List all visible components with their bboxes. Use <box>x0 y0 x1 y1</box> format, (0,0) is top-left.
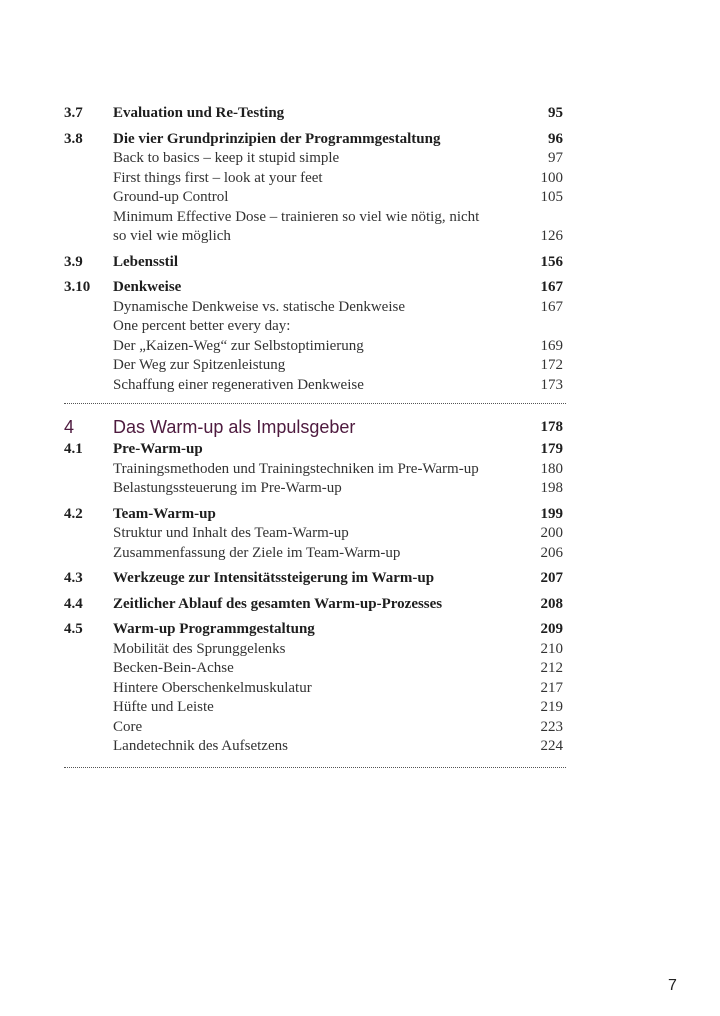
toc-subsection-entry[interactable] <box>64 479 566 499</box>
toc-subsection-entry[interactable] <box>64 460 566 480</box>
toc-section-entry[interactable] <box>64 440 566 460</box>
subsection-title: Der Weg zur Spitzenleistung <box>113 357 286 373</box>
subsection-title: Struktur und Inhalt des Team-Warm-up <box>113 525 349 541</box>
toc-subsection-entry[interactable] <box>64 317 566 337</box>
toc-subsection-entry[interactable] <box>64 698 566 718</box>
subsection-page: 212 <box>540 660 563 676</box>
section-title: Denkweise <box>113 279 182 295</box>
toc-group-chapter-4 <box>64 440 566 757</box>
toc-subsection-entry[interactable] <box>64 208 566 228</box>
subsection-page: 200 <box>540 525 563 541</box>
section-title: Die vier Grundprinzipien der Programmgestaltung <box>113 130 441 147</box>
subsection-title: Hüfte und Leiste <box>113 699 214 715</box>
section-page: 96 <box>548 130 563 147</box>
subsection-page: 217 <box>540 679 563 696</box>
subsection-title: Dynamische Denkweise vs. statische Denkweise <box>113 298 406 315</box>
page-number: 7 <box>668 977 677 994</box>
table-of-contents <box>64 104 566 768</box>
subsection-title: Back to basics – keep it stupid simple <box>113 150 340 166</box>
toc-group-chapter-3 <box>64 104 566 395</box>
section-number: 3.7 <box>64 105 83 121</box>
toc-subsection-entry[interactable] <box>64 337 566 357</box>
chapter-number: 4 <box>64 417 75 437</box>
toc-subsection-entry[interactable] <box>64 227 566 247</box>
toc-section-entry[interactable] <box>64 505 566 525</box>
subsection-title: First things first – look at your feet <box>113 169 323 186</box>
toc-subsection-entry[interactable] <box>64 524 566 544</box>
section-page: 208 <box>540 595 563 612</box>
section-number: 4.1 <box>64 441 83 457</box>
section-page: 167 <box>540 279 563 295</box>
subsection-title: Minimum Effective Dose – trainieren so viel wie nötig, nicht <box>113 208 480 225</box>
subsection-page: 206 <box>540 544 563 561</box>
subsection-title: Zusammenfassung der Ziele im Team-Warm-up <box>113 544 401 561</box>
section-title: Team-Warm-up <box>113 505 216 522</box>
subsection-title: Belastungssteuerung im Pre-Warm-up <box>113 480 342 496</box>
subsection-title: Hintere Oberschenkelmuskulatur <box>113 679 312 696</box>
subsection-title: Schaffung einer regenerativen Denkweise <box>113 376 364 393</box>
subsection-title: One percent better every day: <box>113 318 291 334</box>
toc-subsection-entry[interactable] <box>64 298 566 318</box>
toc-subsection-entry[interactable] <box>64 188 566 208</box>
subsection-page: 100 <box>540 169 563 186</box>
subsection-page: 223 <box>540 718 563 735</box>
subsection-title: Trainingsmethoden und Trainingstechniken im Pre-Warm-up <box>113 460 479 477</box>
subsection-page: 105 <box>540 189 563 205</box>
section-page: 95 <box>548 105 563 121</box>
section-page: 209 <box>540 621 563 637</box>
toc-subsection-entry[interactable] <box>64 376 566 396</box>
subsection-page: 180 <box>540 460 563 477</box>
subsection-page: 97 <box>548 150 563 166</box>
section-title: Werkzeuge zur Intensitätssteigerung im Warm-up <box>113 570 435 586</box>
section-title: Zeitlicher Ablauf des gesamten Warm-up-Prozesses <box>113 595 443 612</box>
subsection-title: Mobilität des Sprunggelenks <box>113 640 286 657</box>
toc-section-entry[interactable] <box>64 595 566 615</box>
toc-section-entry[interactable] <box>64 104 566 124</box>
subsection-title: Core <box>113 718 143 735</box>
subsection-page: 126 <box>540 228 563 244</box>
section-number: 3.9 <box>64 253 83 270</box>
subsection-title: Landetechnik des Aufsetzens <box>113 738 288 754</box>
chapter-title: Das Warm-up als Impulsgeber <box>113 417 356 437</box>
subsection-page: 210 <box>540 640 563 657</box>
toc-section-entry[interactable] <box>64 620 566 640</box>
toc-subsection-entry[interactable] <box>64 659 566 679</box>
section-title: Lebensstil <box>113 253 179 270</box>
subsection-title: Ground-up Control <box>113 189 229 205</box>
section-number: 4.4 <box>64 595 83 612</box>
section-page: 179 <box>540 441 563 457</box>
section-number: 4.2 <box>64 505 83 522</box>
toc-subsection-entry[interactable] <box>64 149 566 169</box>
section-title: Warm-up Programmgestaltung <box>113 621 315 637</box>
toc-subsection-entry[interactable] <box>64 737 566 757</box>
toc-section-entry[interactable] <box>64 130 566 150</box>
toc-subsection-entry[interactable] <box>64 356 566 376</box>
section-number: 3.8 <box>64 130 83 147</box>
dotted-divider <box>64 767 566 768</box>
section-number: 4.5 <box>64 621 83 637</box>
subsection-page: 173 <box>540 376 563 393</box>
chapter-page: 178 <box>540 419 563 435</box>
subsection-title: Becken-Bein-Achse <box>113 660 234 676</box>
section-title: Pre-Warm-up <box>113 441 203 457</box>
section-title: Evaluation und Re-Testing <box>113 105 285 121</box>
toc-section-entry[interactable] <box>64 253 566 273</box>
section-page: 199 <box>540 505 563 522</box>
subsection-page: 219 <box>540 699 563 715</box>
section-number: 3.10 <box>64 279 91 295</box>
toc-section-entry[interactable] <box>64 278 566 298</box>
subsection-title: Der „Kaizen-Weg“ zur Selbstoptimierung <box>113 337 364 354</box>
toc-subsection-entry[interactable] <box>64 544 566 564</box>
subsection-page: 169 <box>540 337 563 354</box>
subsection-title: so viel wie möglich <box>113 228 231 244</box>
section-page: 156 <box>540 253 563 270</box>
subsection-page: 167 <box>540 298 563 315</box>
section-page: 207 <box>540 570 563 586</box>
subsection-page: 172 <box>540 357 563 373</box>
toc-section-entry[interactable] <box>64 569 566 589</box>
chapter-heading[interactable] <box>64 414 566 440</box>
toc-subsection-entry[interactable] <box>64 679 566 699</box>
toc-subsection-entry[interactable] <box>64 640 566 660</box>
toc-subsection-entry[interactable] <box>64 718 566 738</box>
subsection-page: 224 <box>540 738 563 754</box>
section-number: 4.3 <box>64 570 83 586</box>
toc-subsection-entry[interactable] <box>64 169 566 189</box>
subsection-page: 198 <box>540 480 563 496</box>
